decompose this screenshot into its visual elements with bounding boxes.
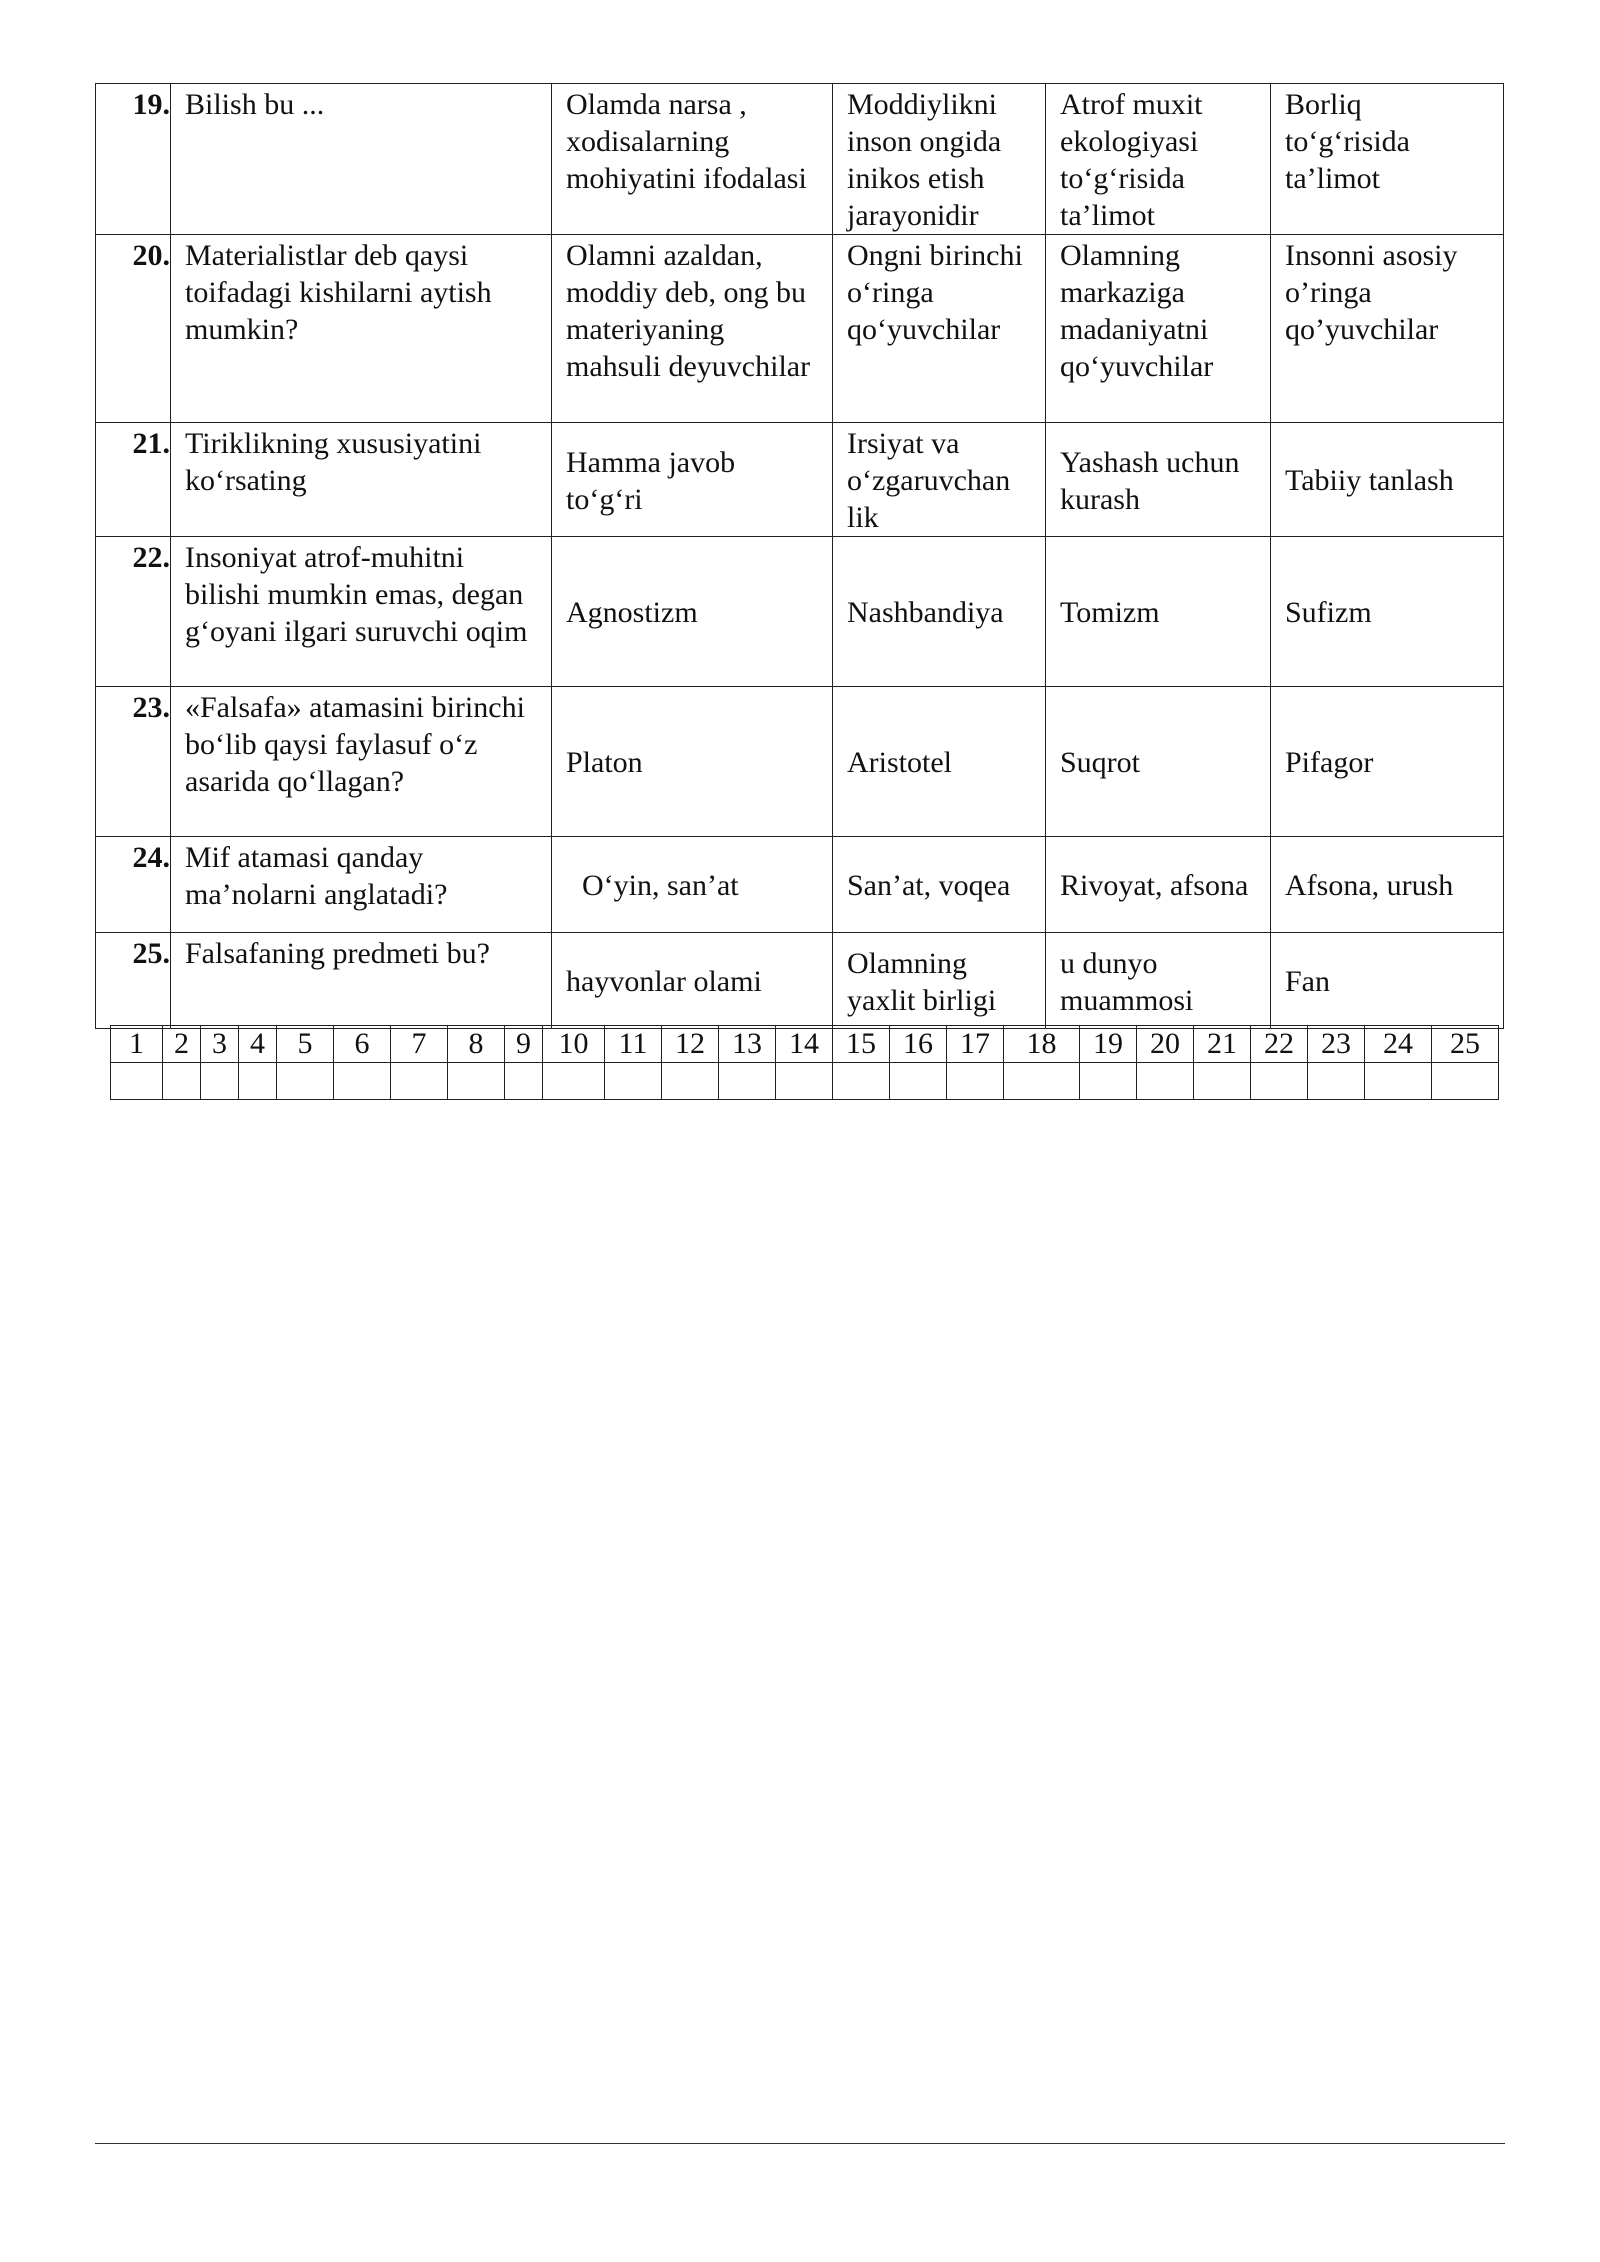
question-number: 19.: [96, 84, 171, 235]
option-a: Platon: [552, 687, 833, 837]
option-b: Aristotel: [833, 687, 1046, 837]
question-number: 23.: [96, 687, 171, 837]
answer-cell[interactable]: [277, 1063, 334, 1100]
answer-key-number: 19: [1080, 1026, 1137, 1063]
option-d: Afsona, urush: [1271, 837, 1504, 933]
answer-cell[interactable]: [163, 1063, 201, 1100]
answer-cell[interactable]: [448, 1063, 505, 1100]
option-b: Ongni birinchi o‘ringa qo‘yuvchilar: [833, 235, 1046, 423]
answer-key-number: 5: [277, 1026, 334, 1063]
question-row-22: [96, 537, 1504, 687]
questions-table: [95, 83, 1504, 1029]
footer-divider: [95, 2143, 1505, 2144]
question-row-24: [96, 837, 1504, 933]
option-a: O‘yin, san’at: [552, 837, 833, 933]
option-a: hayvonlar olami: [552, 933, 833, 1029]
option-d: Insonni asosiy o’ringa qo’yuvchilar: [1271, 235, 1504, 423]
answer-key-number: 20: [1137, 1026, 1194, 1063]
option-a: Agnostizm: [552, 537, 833, 687]
question-row-23: [96, 687, 1504, 837]
question-text: Mif atamasi qanday ma’nolarni anglatadi?: [171, 837, 552, 933]
answer-key-number: 4: [239, 1026, 277, 1063]
answer-key-answers-row: [111, 1063, 1499, 1100]
option-a: Olamda narsa , xodisalarning mohiyatini ifodalasi: [552, 84, 833, 235]
option-b: Olamning yaxlit birligi: [833, 933, 1046, 1029]
answer-key-number: 3: [201, 1026, 239, 1063]
answer-cell[interactable]: [662, 1063, 719, 1100]
answer-key-number: 24: [1365, 1026, 1432, 1063]
answer-key-number: 2: [163, 1026, 201, 1063]
answer-cell[interactable]: [1137, 1063, 1194, 1100]
answer-cell[interactable]: [1194, 1063, 1251, 1100]
answer-cell[interactable]: [947, 1063, 1004, 1100]
question-number: 24.: [96, 837, 171, 933]
question-row-21: [96, 423, 1504, 537]
answer-key-number: 25: [1432, 1026, 1499, 1063]
option-c: Yashash uchun kurash: [1046, 423, 1271, 537]
answer-cell[interactable]: [334, 1063, 391, 1100]
answer-cell[interactable]: [1308, 1063, 1365, 1100]
option-d: Tabiiy tanlash: [1271, 423, 1504, 537]
question-text: Insoniyat atrof-muhitni bilishi mumkin emas, degan g‘oyani ilgari suruvchi oqim: [171, 537, 552, 687]
question-text: Tiriklikning xususiyatini ko‘rsating: [171, 423, 552, 537]
option-c: u dunyo muammosi: [1046, 933, 1271, 1029]
option-c: Suqrot: [1046, 687, 1271, 837]
answer-cell[interactable]: [201, 1063, 239, 1100]
option-d: Fan: [1271, 933, 1504, 1029]
answer-cell[interactable]: [505, 1063, 543, 1100]
question-number: 22.: [96, 537, 171, 687]
answer-key-number: 18: [1004, 1026, 1080, 1063]
answer-cell[interactable]: [391, 1063, 448, 1100]
answer-cell[interactable]: [890, 1063, 947, 1100]
option-b: Nashbandiya: [833, 537, 1046, 687]
question-number: 21.: [96, 423, 171, 537]
question-text: Materialistlar deb qaysi toifadagi kishilarni aytish mumkin?: [171, 235, 552, 423]
answer-key-number: 8: [448, 1026, 505, 1063]
answer-cell[interactable]: [1365, 1063, 1432, 1100]
option-d: Sufizm: [1271, 537, 1504, 687]
answer-key-number: 10: [543, 1026, 605, 1063]
option-d: Borliq to‘g‘risida ta’limot: [1271, 84, 1504, 235]
option-c: Olamning markaziga madaniyatni qo‘yuvchilar: [1046, 235, 1271, 423]
answer-key-number: 11: [605, 1026, 662, 1063]
option-a: Olamni azaldan, moddiy deb, ong bu materiyaning mahsuli deyuvchilar: [552, 235, 833, 423]
answer-key-number: 23: [1308, 1026, 1365, 1063]
answer-cell[interactable]: [1080, 1063, 1137, 1100]
question-text: Bilish bu ...: [171, 84, 552, 235]
answer-key-number: 12: [662, 1026, 719, 1063]
option-a: Hamma javob to‘g‘ri: [552, 423, 833, 537]
answer-key-number: 15: [833, 1026, 890, 1063]
option-b: Irsiyat va o‘zgaruvchan lik: [833, 423, 1046, 537]
answer-cell[interactable]: [1004, 1063, 1080, 1100]
answer-key-number: 1: [111, 1026, 163, 1063]
answer-cell[interactable]: [776, 1063, 833, 1100]
answer-key-table: [110, 1025, 1499, 1100]
answer-key-numbers-row: [111, 1026, 1499, 1063]
answer-cell[interactable]: [1251, 1063, 1308, 1100]
question-text: Falsafaning predmeti bu?: [171, 933, 552, 1029]
question-row-19: [96, 84, 1504, 235]
answer-key-number: 9: [505, 1026, 543, 1063]
answer-key-number: 17: [947, 1026, 1004, 1063]
answer-key-number: 14: [776, 1026, 833, 1063]
answer-key-number: 7: [391, 1026, 448, 1063]
option-b: San’at, voqea: [833, 837, 1046, 933]
answer-key-number: 22: [1251, 1026, 1308, 1063]
option-c: Tomizm: [1046, 537, 1271, 687]
option-b: Moddiylikni inson ongida inikos etish jarayonidir: [833, 84, 1046, 235]
answer-cell[interactable]: [1432, 1063, 1499, 1100]
option-d: Pifagor: [1271, 687, 1504, 837]
answer-cell[interactable]: [833, 1063, 890, 1100]
option-c: Rivoyat, afsona: [1046, 837, 1271, 933]
question-number: 20.: [96, 235, 171, 423]
option-c: Atrof muxit ekologiyasi to‘g‘risida ta’limot: [1046, 84, 1271, 235]
answer-key-number: 13: [719, 1026, 776, 1063]
question-row-20: [96, 235, 1504, 423]
question-number: 25.: [96, 933, 171, 1029]
question-text: «Falsafa» atamasini birinchi bo‘lib qaysi faylasuf o‘z asarida qo‘llagan?: [171, 687, 552, 837]
answer-key-number: 21: [1194, 1026, 1251, 1063]
question-row-25: [96, 933, 1504, 1029]
answer-cell[interactable]: [605, 1063, 662, 1100]
answer-cell[interactable]: [239, 1063, 277, 1100]
answer-cell[interactable]: [111, 1063, 163, 1100]
answer-key-number: 6: [334, 1026, 391, 1063]
answer-key-number: 16: [890, 1026, 947, 1063]
answer-cell[interactable]: [719, 1063, 776, 1100]
answer-cell[interactable]: [543, 1063, 605, 1100]
